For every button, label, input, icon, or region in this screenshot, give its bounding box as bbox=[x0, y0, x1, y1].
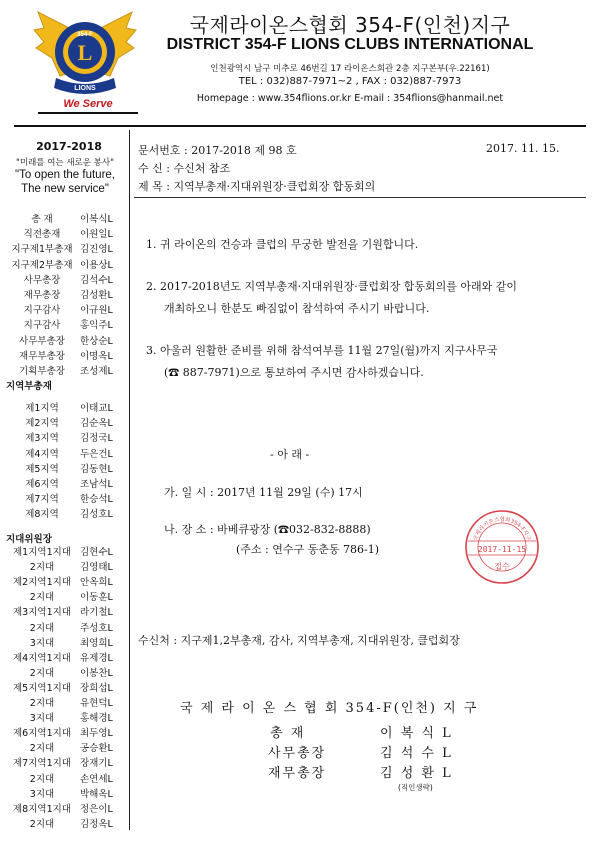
zone-name: 공승환L bbox=[80, 743, 113, 755]
org-web-email: Homepage : www.354flions.or.kr E-mail : 354flions@hanmail.net bbox=[196, 93, 504, 104]
region-title: 제2지역 bbox=[25, 418, 59, 430]
document-number: 문서번호 : 2017-2018 제 98 호 bbox=[138, 144, 297, 157]
zone-name: 박해옥L bbox=[80, 788, 113, 800]
zone-title: 3지대 bbox=[29, 713, 55, 725]
zone-title: 제2지역1지대 bbox=[13, 577, 71, 589]
region-name: 조남석L bbox=[80, 479, 113, 490]
zone-row bbox=[0, 740, 126, 754]
sidebar-year: 2017-2018 bbox=[36, 140, 102, 153]
zone-section-heading: 지대위원장 bbox=[6, 534, 52, 545]
paragraph-3-line1: 3. 아울러 원활한 준비를 위해 참석여부를 11월 27일(월)까지 지구사무국 bbox=[146, 344, 498, 357]
meta-divider bbox=[134, 197, 586, 198]
officer-row bbox=[0, 226, 126, 240]
officer-row bbox=[0, 333, 126, 347]
distribution-list: 수신처 : 지구제1,2부총재, 감사, 지역부총재, 지대위원장, 클럽회장 bbox=[138, 634, 460, 647]
sidebar-motto-korean: "미래를 여는 새로운 봉사" bbox=[15, 158, 115, 168]
officer-name: 이원일L bbox=[80, 229, 113, 241]
officer-row bbox=[0, 241, 126, 255]
paragraph-1: 1. 귀 라이온의 건승과 클럽의 무궁한 발전을 기원합니다. bbox=[146, 238, 419, 251]
zone-name: 유제경L bbox=[80, 652, 113, 664]
zone-name: 라기철L bbox=[80, 607, 113, 619]
zone-row bbox=[0, 710, 126, 724]
zone-title: 2지대 bbox=[29, 622, 55, 634]
officer-title: 지구감사 bbox=[23, 320, 61, 332]
zone-title: 제3지역1지대 bbox=[13, 607, 71, 619]
region-title: 제6지역 bbox=[25, 479, 59, 490]
region-title: 제1지역 bbox=[25, 403, 59, 414]
zone-name: 손연세L bbox=[80, 773, 113, 785]
zone-title: 제4지역1지대 bbox=[13, 652, 71, 664]
officer-title: 지구제1부총재 bbox=[11, 244, 73, 256]
region-title: 제7지역 bbox=[25, 494, 59, 506]
zone-name: 정은이L bbox=[80, 803, 113, 815]
region-row bbox=[0, 461, 126, 475]
officer-row bbox=[0, 287, 126, 301]
officer-name: 홍익주L bbox=[80, 320, 113, 332]
zone-row bbox=[0, 786, 126, 800]
stamp-date: 2017-11-15 bbox=[477, 545, 527, 554]
zone-title: 2지대 bbox=[29, 667, 55, 679]
zone-title: 제5지역1지대 bbox=[13, 682, 71, 694]
recipient-line: 수 신 : 수신처 참조 bbox=[138, 162, 231, 175]
region-name: 한승석L bbox=[80, 494, 113, 506]
zone-name: 장희섭L bbox=[80, 682, 113, 694]
region-name: 두은건L bbox=[80, 448, 113, 460]
officer-name: 김성환L bbox=[80, 290, 113, 301]
subject-line: 제 목 : 지역부총재·지대위원장·클럽회장 합동회의 bbox=[138, 180, 376, 193]
zone-name: 김영태L bbox=[80, 562, 113, 574]
signatory-2-title: 사무총장 bbox=[268, 746, 327, 761]
zone-title: 제1지역1지대 bbox=[13, 547, 71, 558]
zone-name: 최두영L bbox=[80, 728, 113, 740]
zone-title: 제8지역1지대 bbox=[13, 803, 71, 815]
region-row bbox=[0, 400, 126, 414]
officer-name: 이규원L bbox=[80, 305, 113, 317]
officer-row bbox=[0, 348, 126, 362]
officer-sidebar bbox=[0, 128, 130, 848]
zone-name: 유현덕L bbox=[80, 698, 113, 709]
signatory-3-title: 재무총장 bbox=[268, 766, 327, 781]
zone-title: 2지대 bbox=[29, 562, 55, 574]
region-name: 김정국L bbox=[80, 433, 113, 445]
zone-row bbox=[0, 635, 126, 649]
zone-name: 최영희L bbox=[80, 637, 113, 649]
stamp-ring-text: 국제라이온스협회354-F지구 bbox=[472, 516, 532, 542]
region-row bbox=[0, 506, 126, 520]
logo-underline bbox=[38, 112, 138, 114]
region-title: 제5지역 bbox=[25, 463, 59, 475]
org-address: 인천광역시 남구 미추로 46번길 17 라이온스회관 2층 지구본부(우.22161) bbox=[210, 64, 490, 74]
logo-letter: L bbox=[77, 40, 93, 65]
region-row bbox=[0, 446, 126, 460]
paragraph-2-line1: 2. 2017-2018년도 지역부총재·지대위원장·클럽회장 합동회의를 아래와 같이 bbox=[146, 280, 517, 293]
seal-omitted-note: (직인생략) bbox=[398, 783, 433, 792]
officer-name: 김석수L bbox=[80, 274, 113, 286]
logo-ribbon-text: LIONS bbox=[74, 85, 96, 92]
region-row bbox=[0, 491, 126, 505]
meeting-place-address: (주소 : 연수구 동춘동 786-1) bbox=[236, 543, 379, 556]
logo-tag-text: 354-F bbox=[77, 32, 93, 38]
closing-organization: 국 제 라 이 온 스 협 회 354-F(인천) 지 구 bbox=[180, 701, 479, 716]
zone-name: 이봉찬L bbox=[80, 667, 113, 679]
zone-row bbox=[0, 574, 126, 588]
officer-row bbox=[0, 272, 126, 286]
officer-name: 이용상L bbox=[80, 259, 113, 271]
org-phone-fax: TEL : 032)887-7971~2 , FAX : 032)887-7973 bbox=[238, 76, 462, 87]
officer-title: 총 재 bbox=[31, 214, 53, 225]
zone-title: 2지대 bbox=[29, 743, 55, 755]
officer-title: 기획부총장 bbox=[19, 366, 65, 377]
paragraph-2-line2: 개최하오니 한분도 빠짐없이 참석하여 주시기 바랍니다. bbox=[164, 302, 430, 315]
officer-name: 김진영L bbox=[80, 244, 113, 256]
zone-row bbox=[0, 604, 126, 618]
zone-row bbox=[0, 544, 126, 558]
region-name: 김동현L bbox=[80, 463, 113, 475]
zone-row bbox=[0, 816, 126, 830]
region-section-heading: 지역부총재 bbox=[6, 381, 52, 392]
officer-name: 조성제L bbox=[80, 366, 113, 377]
paragraph-3-line2: (☎ 887-7971)으로 통보하여 주시면 감사하겠습니다. bbox=[164, 366, 424, 379]
officer-title: 지구제2부총재 bbox=[11, 259, 73, 271]
officer-title: 직전총재 bbox=[23, 229, 61, 241]
zone-title: 2지대 bbox=[29, 698, 55, 709]
logo-caption: We Serve bbox=[63, 98, 113, 110]
notice-heading: - 아 래 - bbox=[270, 448, 310, 461]
region-name: 이태교L bbox=[80, 403, 113, 414]
officer-row bbox=[0, 211, 126, 225]
zone-row bbox=[0, 620, 126, 634]
officer-row bbox=[0, 302, 126, 316]
zone-row bbox=[0, 725, 126, 739]
officer-row bbox=[0, 363, 126, 377]
lions-logo bbox=[30, 6, 140, 110]
zone-row bbox=[0, 695, 126, 709]
region-name: 김순옥L bbox=[80, 418, 113, 430]
zone-name: 김정옥L bbox=[80, 818, 113, 830]
signatory-2-name: 김 석 수 L bbox=[380, 746, 453, 761]
region-name: 김성호L bbox=[80, 509, 113, 521]
zone-row bbox=[0, 680, 126, 694]
region-title: 제8지역 bbox=[25, 509, 59, 521]
region-row bbox=[0, 430, 126, 444]
zone-name: 장재기L bbox=[80, 758, 113, 770]
zone-title: 3지대 bbox=[29, 788, 55, 800]
officer-row bbox=[0, 257, 126, 271]
meeting-place: 나. 장 소 : 바베큐광장 (☎032-832-8888) bbox=[164, 523, 371, 536]
officer-title: 재무부총장 bbox=[19, 350, 65, 362]
org-name-english: DISTRICT 354-F LIONS CLUBS INTERNATIONAL bbox=[166, 36, 534, 53]
zone-row bbox=[0, 665, 126, 679]
signatory-1-name: 이 복 식 L bbox=[380, 726, 453, 741]
zone-name: 안옥희L bbox=[80, 577, 113, 589]
zone-title: 2지대 bbox=[29, 773, 55, 785]
zone-name: 주성호L bbox=[80, 622, 113, 634]
meeting-datetime: 가. 일 시 : 2017년 11월 29일 (수) 17시 bbox=[164, 486, 363, 499]
officer-name: 이명옥L bbox=[80, 350, 113, 362]
region-row bbox=[0, 415, 126, 429]
signatory-3-name: 김 성 환 L bbox=[380, 766, 453, 781]
stamp-mark: 접수 bbox=[494, 562, 510, 571]
zone-title: 제7지역1지대 bbox=[13, 758, 71, 770]
officer-name: 이복식L bbox=[80, 214, 113, 225]
officer-title: 사무총장 bbox=[23, 274, 61, 286]
officer-title: 재무총장 bbox=[23, 290, 61, 301]
sidebar-motto-english-line1: "To open the future, bbox=[15, 169, 115, 181]
document-date: 2017. 11. 15. bbox=[486, 142, 560, 155]
zone-title: 2지대 bbox=[29, 818, 55, 830]
zone-row bbox=[0, 771, 126, 785]
header-divider bbox=[14, 125, 586, 127]
officer-name: 한상순L bbox=[80, 335, 113, 347]
officer-row bbox=[0, 317, 126, 331]
zone-title: 3지대 bbox=[29, 637, 55, 649]
zone-name: 홍해경L bbox=[80, 713, 113, 725]
officer-title: 사무부총장 bbox=[19, 335, 65, 347]
zone-row bbox=[0, 755, 126, 769]
sidebar-motto-english-line2: The new service" bbox=[21, 183, 109, 195]
zone-row bbox=[0, 801, 126, 815]
received-stamp bbox=[462, 507, 542, 587]
zone-row bbox=[0, 650, 126, 664]
zone-row bbox=[0, 589, 126, 603]
region-title: 제4지역 bbox=[25, 448, 59, 460]
zone-name: 김현수L bbox=[80, 547, 113, 558]
org-name-korean: 국제라이온스협회 354-F(인천)지구 bbox=[189, 13, 511, 37]
zone-title: 2지대 bbox=[29, 592, 55, 604]
zone-name: 이동훈L bbox=[80, 592, 113, 604]
officer-title: 지구감사 bbox=[23, 305, 61, 317]
signatory-1-title: 총 재 bbox=[270, 726, 306, 741]
zone-row bbox=[0, 559, 126, 573]
zone-title: 제6지역1지대 bbox=[13, 728, 71, 740]
region-title: 제3지역 bbox=[25, 433, 59, 445]
sidebar-divider bbox=[129, 130, 130, 830]
sidebar-motto-english bbox=[6, 168, 124, 196]
region-row bbox=[0, 476, 126, 490]
